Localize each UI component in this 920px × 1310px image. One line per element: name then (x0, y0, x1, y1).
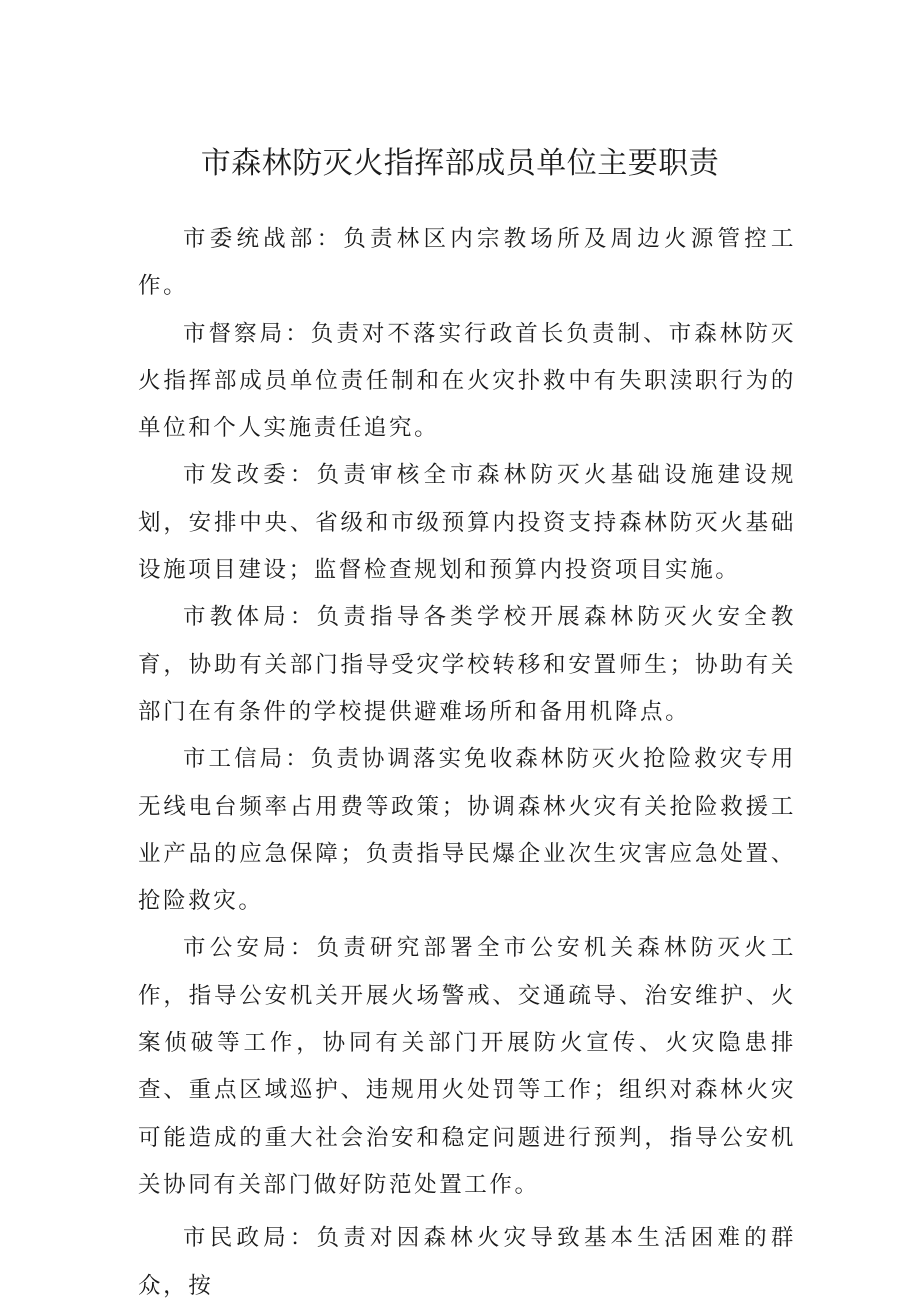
paragraph-industry-it: 市工信局：负责协调落实免收森林防灭火抢险救灾专用无线电台频率占用费等政策；协调森林火灾有关抢险救援工业产品的应急保障；负责指导民爆企业次生灾害应急处置、抢险救灾。 (138, 746, 796, 915)
document-title: 市森林防灭火指挥部成员单位主要职责 (200, 146, 720, 181)
paragraph-education-sports: 市教体局：负责指导各类学校开展森林防灭火安全教育，协助有关部门指导受灾学校转移和安置师生；协助有关部门在有条件的学校提供避难场所和备用机降点。 (138, 604, 796, 725)
paragraph-inspection-bureau: 市督察局：负责对不落实行政首长负责制、市森林防灭火指挥部成员单位责任制和在火灾扑救中有失职渎职行为的单位和个人实施责任追究。 (138, 320, 796, 442)
paragraph-public-security: 市公安局：负责研究部署全市公安机关森林防灭火工作，指导公安机关开展火场警戒、交通疏导、治安维护、火案侦破等工作，协同有关部门开展防火宣传、火灾隐患排查、重点区域巡护、违规用火处罚等工作；组织对森林火灾可能造成的重大社会治安和稳定问题进行预判，指导公安机关协同有关部门做好防范处置工作。 (138, 935, 796, 1198)
document-body (138, 216, 796, 1310)
paragraph-united-front: 市委统战部：负责林区内宗教场所及周边火源管控工作。 (138, 226, 796, 300)
paragraph-development-reform: 市发改委：负责审核全市森林防灭火基础设施建设规划，安排中央、省级和市级预算内投资支持森林防灭火基础设施项目建设；监督检查规划和预算内投资项目实施。 (138, 462, 796, 584)
paragraph-civil-affairs: 市民政局：负责对因森林火灾导致基本生活困难的群众，按 (138, 1225, 796, 1299)
